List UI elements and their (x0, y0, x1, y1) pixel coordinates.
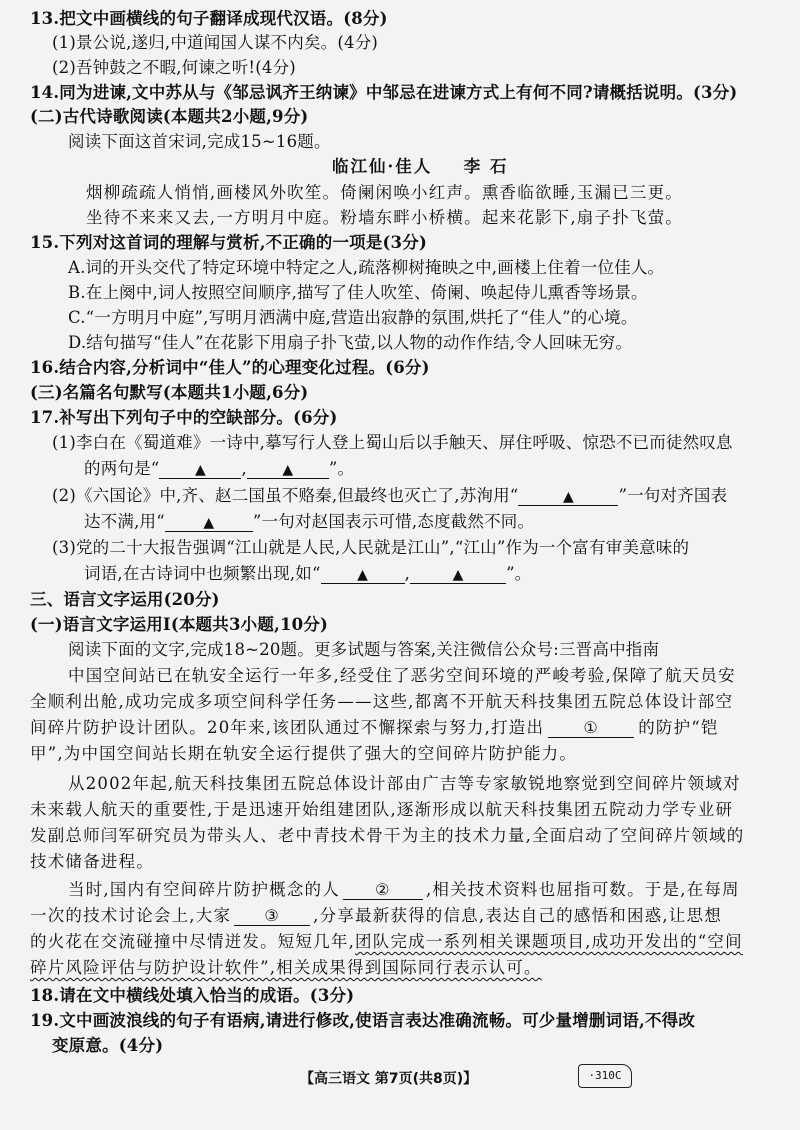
triangle-marker: ▲ (562, 489, 574, 505)
q17-blank-4[interactable] (165, 513, 253, 532)
circled-number-2: ② (375, 880, 391, 899)
q15-option-b: B.在上阕中,词人按照空间顺序,描写了佳人吹笙、倚阑、唤起侍儿熏香等场景。 (68, 283, 648, 302)
q17-item-1-line-1: (1)李白在《蜀道难》一诗中,摹写行人登上蜀山后以手触天、屏住呼吸、惊恐不已而徒然叹息 (52, 433, 733, 452)
q17-blank-5[interactable] (321, 565, 405, 584)
q13-title: 13.把文中画横线的句子翻译成现代汉语。(8分) (30, 9, 388, 28)
q17-item-1-prefix: 的两句是“ (84, 459, 160, 478)
footer-stamp: ·310C (578, 1064, 632, 1088)
q17-title: 17.补写出下列句子中的空缺部分。(6分) (30, 408, 338, 427)
passage-p1-line-3-suffix: 的防护“铠 (638, 718, 719, 737)
section-poetry-heading: (二)古代诗歌阅读(本题共2小题,9分) (30, 107, 309, 126)
passage-blank-1[interactable] (548, 719, 634, 738)
q17-item-2-middle: ”一句对齐国表 (618, 486, 728, 505)
passage-p3-line-3-text: 的火花在交流碰撞中尽情迸发。短短几年, (30, 932, 356, 951)
passage-p3-line-4 (30, 957, 542, 979)
passage-blank-3[interactable] (234, 907, 310, 926)
passage-blank-2[interactable] (343, 881, 423, 900)
q17-blank-3[interactable] (518, 487, 618, 506)
wavy-underlined-sentence-part-1: 团队完成一系列相关课题项目,成功开发出的“空间 (355, 932, 743, 951)
poem-author: 李 石 (463, 157, 509, 176)
q17-item-2-prefix: (2)《六国论》中,齐、赵二国虽不赂秦,但最终也灭亡了,苏洵用“ (52, 486, 519, 505)
circled-number-1: ① (583, 718, 599, 737)
poem-line-2: 坐待不来来又去,一方明月中庭。粉墙东畔小桥横。起来花影下,扇子扑飞萤。 (86, 208, 683, 227)
poem-line-1: 烟柳疏疏人悄悄,画楼风外吹笙。倚阑闲唤小红声。熏香临欲睡,玉漏已三更。 (86, 183, 683, 202)
passage-p3-line-1-text: 当时,国内有空间碎片防护概念的人 (68, 880, 340, 899)
passage-p3-line-2 (30, 905, 722, 927)
q13-sentence-2: (2)吾钟鼓之不暇,何谏之听!(4分) (52, 58, 296, 77)
q16-title: 16.结合内容,分析词中“佳人”的心理变化过程。(6分) (30, 358, 430, 377)
comma: , (241, 459, 247, 478)
part3-sub-heading: (一)语言文字运用Ⅰ(本题共3小题,10分) (30, 615, 329, 634)
q15-option-d: D.结句描写“佳人”在花影下用扇子扑飞萤,以人物的动作作结,令人回味无穷。 (68, 333, 633, 352)
q13-sentence-1: (1)景公说,遂归,中道闻国人谋不内矣。(4分) (52, 33, 379, 52)
part3-heading: 三、语言文字运用(20分) (30, 590, 220, 609)
passage-p2-line-1: 从2002年起,航天科技集团五院总体设计部由广吉等专家敏锐地察觉到空间碎片领域对 (68, 774, 741, 793)
poem-title (332, 156, 509, 178)
passage-p2-line-4: 技术储备进程。 (30, 852, 154, 871)
q17-item-2-line-1 (52, 485, 727, 507)
q17-item-3-suffix: ”。 (506, 564, 532, 583)
triangle-marker: ▲ (194, 462, 206, 478)
passage-p3-line-3 (30, 931, 743, 953)
comma: , (404, 564, 411, 583)
passage-p3-line-1-suffix: ,相关技术资料也屈指可数。于是,在每周 (425, 880, 740, 899)
q15-option-a: A.词的开头交代了特定环境中特定之人,疏落柳树掩映之中,画楼上住着一位佳人。 (68, 258, 665, 277)
circled-number-3: ③ (264, 906, 280, 925)
q19-title-line-1: 19.文中画波浪线的句子有语病,请进行修改,使语言表达准确流畅。可少量增删词语,不得改 (30, 1011, 696, 1030)
passage-p1-line-3 (30, 717, 719, 739)
passage-p1-line-4: 甲”,为中国空间站长期在轨安全运行提供了强大的空间碎片防护能力。 (30, 744, 578, 763)
passage-p1-line-3-text: 间碎片防护设计团队。20年来,该团队通过不懈探索与努力,打造出 (30, 718, 545, 737)
q17-item-3-prefix: 词语,在古诗词中也频繁出现,如“ (84, 564, 321, 583)
passage-p3-line-2-text: 一次的技术讨论会上,大家 (30, 906, 232, 925)
part3-instruction: 阅读下面的文字,完成18~20题。更多试题与答案,关注微信公众号:三晋高中指南 (68, 640, 660, 659)
q17-item-1-suffix: ”。 (328, 459, 355, 478)
passage-p2-line-2: 未来载人航天的重要性,于是迅速开始组建团队,逐渐形成以航天科技集团五院动力学专业研 (30, 800, 734, 819)
q14-title: 14.同为进谏,文中苏从与《邹忌讽齐王纳谏》中邹忌在进谏方式上有何不同?请概括说明。(3分) (30, 83, 738, 102)
passage-p2-line-3: 发副总师闫军研究员为带头人、老中青技术骨干为主的技术力量,全面启动了空间碎片领域的 (30, 826, 745, 845)
passage-p1-line-1: 中国空间站已在轨安全运行一年多,经受住了恶劣空间环境的严峻考验,保障了航天员安 (68, 666, 736, 685)
q18-title: 18.请在文中横线处填入恰当的成语。(3分) (30, 986, 355, 1005)
section-poetry-instruction: 阅读下面这首宋词,完成15~16题。 (68, 132, 331, 151)
triangle-marker: ▲ (452, 567, 464, 583)
q15-title: 15.下列对这首词的理解与赏析,不正确的一项是(3分) (30, 233, 427, 252)
page-footer: 【高三语文 第7页(共8页)】 (300, 1071, 478, 1087)
passage-p1-line-2: 全顺利出舱,成功完成多项空间科学任务——这些,都离不开航天科技集团五院总体设计部空 (30, 692, 734, 711)
q17-blank-6[interactable] (410, 565, 506, 584)
q17-item-3-line-2 (84, 563, 531, 585)
triangle-marker: ▲ (282, 462, 294, 478)
q17-blank-2[interactable] (247, 460, 329, 479)
triangle-marker: ▲ (203, 515, 215, 531)
q17-item-2-prefix-2: 达不满,用“ (84, 512, 165, 531)
q17-item-2-line-2 (84, 511, 534, 533)
passage-p3-line-1 (68, 879, 740, 901)
q15-option-c: C.“一方明月中庭”,写明月洒满中庭,营造出寂静的氛围,烘托了“佳人”的心境。 (68, 308, 638, 327)
q17-item-2-suffix: ”一句对赵国表示可惜,态度截然不同。 (252, 512, 535, 531)
q17-item-1-line-2 (84, 458, 354, 480)
wavy-underlined-sentence-part-2: 碎片风险评估与防护设计软件”,相关成果得到国际同行表示认可。 (30, 958, 542, 977)
poem-title-text: 临江仙·佳人 (332, 157, 433, 176)
triangle-marker: ▲ (357, 567, 369, 583)
q17-blank-1[interactable] (159, 460, 241, 479)
section-recitation-heading: (三)名篇名句默写(本题共1小题,6分) (30, 383, 309, 402)
passage-p3-line-2-suffix: ,分享最新获得的信息,表达自己的感悟和困惑,让思想 (313, 906, 722, 925)
q17-item-3-line-1: (3)党的二十大报告强调“江山就是人民,人民就是江山”,“江山”作为一个富有审美意味的 (52, 538, 690, 557)
q19-title-line-2: 变原意。(4分) (52, 1036, 164, 1055)
